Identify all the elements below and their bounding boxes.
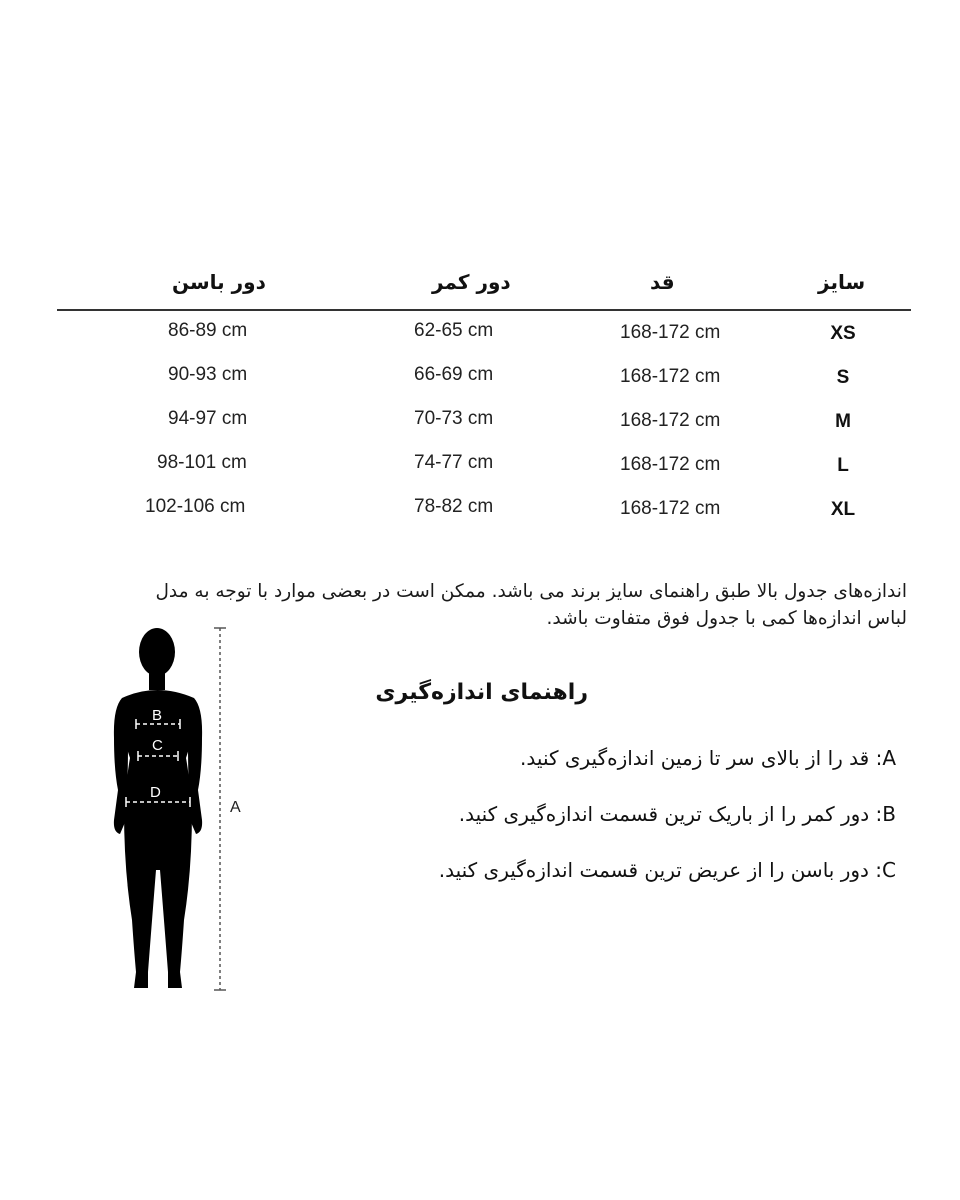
- row-size: XL: [830, 499, 856, 520]
- header-size: سایز: [818, 270, 866, 294]
- row-hip: 98-101 cm: [157, 452, 247, 473]
- label-c: C: [152, 737, 163, 754]
- row-height: 168-172 cm: [620, 410, 721, 431]
- size-note-line-2: لباس اندازه‌ها کمی با جدول فوق متفاوت باشد.: [546, 608, 907, 629]
- guide-step-a: A: قد را از بالای سر تا زمین اندازه‌گیری کنید.: [520, 746, 896, 770]
- row-waist: 66-69 cm: [414, 364, 494, 385]
- row-height: 168-172 cm: [620, 366, 721, 387]
- label-a: A: [230, 799, 241, 816]
- header-height: قد: [650, 270, 675, 294]
- row-size: XS: [830, 323, 856, 344]
- row-height: 168-172 cm: [620, 498, 721, 519]
- row-waist: 62-65 cm: [414, 320, 494, 341]
- guide-step-b: B: دور کمر را از باریک ترین قسمت اندازه‌گیری کنید.: [458, 802, 896, 826]
- row-waist: 70-73 cm: [414, 408, 494, 429]
- body-silhouette: [114, 628, 202, 988]
- header-waist: دور کمر: [432, 270, 511, 294]
- row-hip: 94-97 cm: [168, 408, 248, 429]
- row-height: 168-172 cm: [620, 322, 721, 343]
- header-divider: [57, 309, 911, 311]
- row-waist: 78-82 cm: [414, 496, 494, 517]
- row-hip: 90-93 cm: [168, 364, 248, 385]
- row-waist: 74-77 cm: [414, 452, 494, 473]
- row-size: L: [837, 455, 849, 476]
- row-size: S: [836, 367, 850, 388]
- row-height: 168-172 cm: [620, 454, 721, 475]
- header-hip: دور باسن: [172, 270, 266, 294]
- label-d: D: [150, 784, 161, 801]
- guide-step-c: C: دور باسن را از عریض ترین قسمت اندازه‌گیری کنید.: [438, 858, 896, 882]
- row-size: M: [835, 411, 851, 432]
- body-silhouette-figure: [100, 620, 260, 1000]
- row-hip: 102-106 cm: [145, 496, 246, 517]
- size-note-line-1: اندازه‌های جدول بالا طبق راهنمای سایز برند می باشد. ممکن است در بعضی موارد با توجه به مدل: [155, 581, 907, 602]
- label-b: B: [152, 707, 163, 724]
- guide-title: راهنمای اندازه‌گیری: [375, 680, 588, 705]
- row-hip: 86-89 cm: [168, 320, 248, 341]
